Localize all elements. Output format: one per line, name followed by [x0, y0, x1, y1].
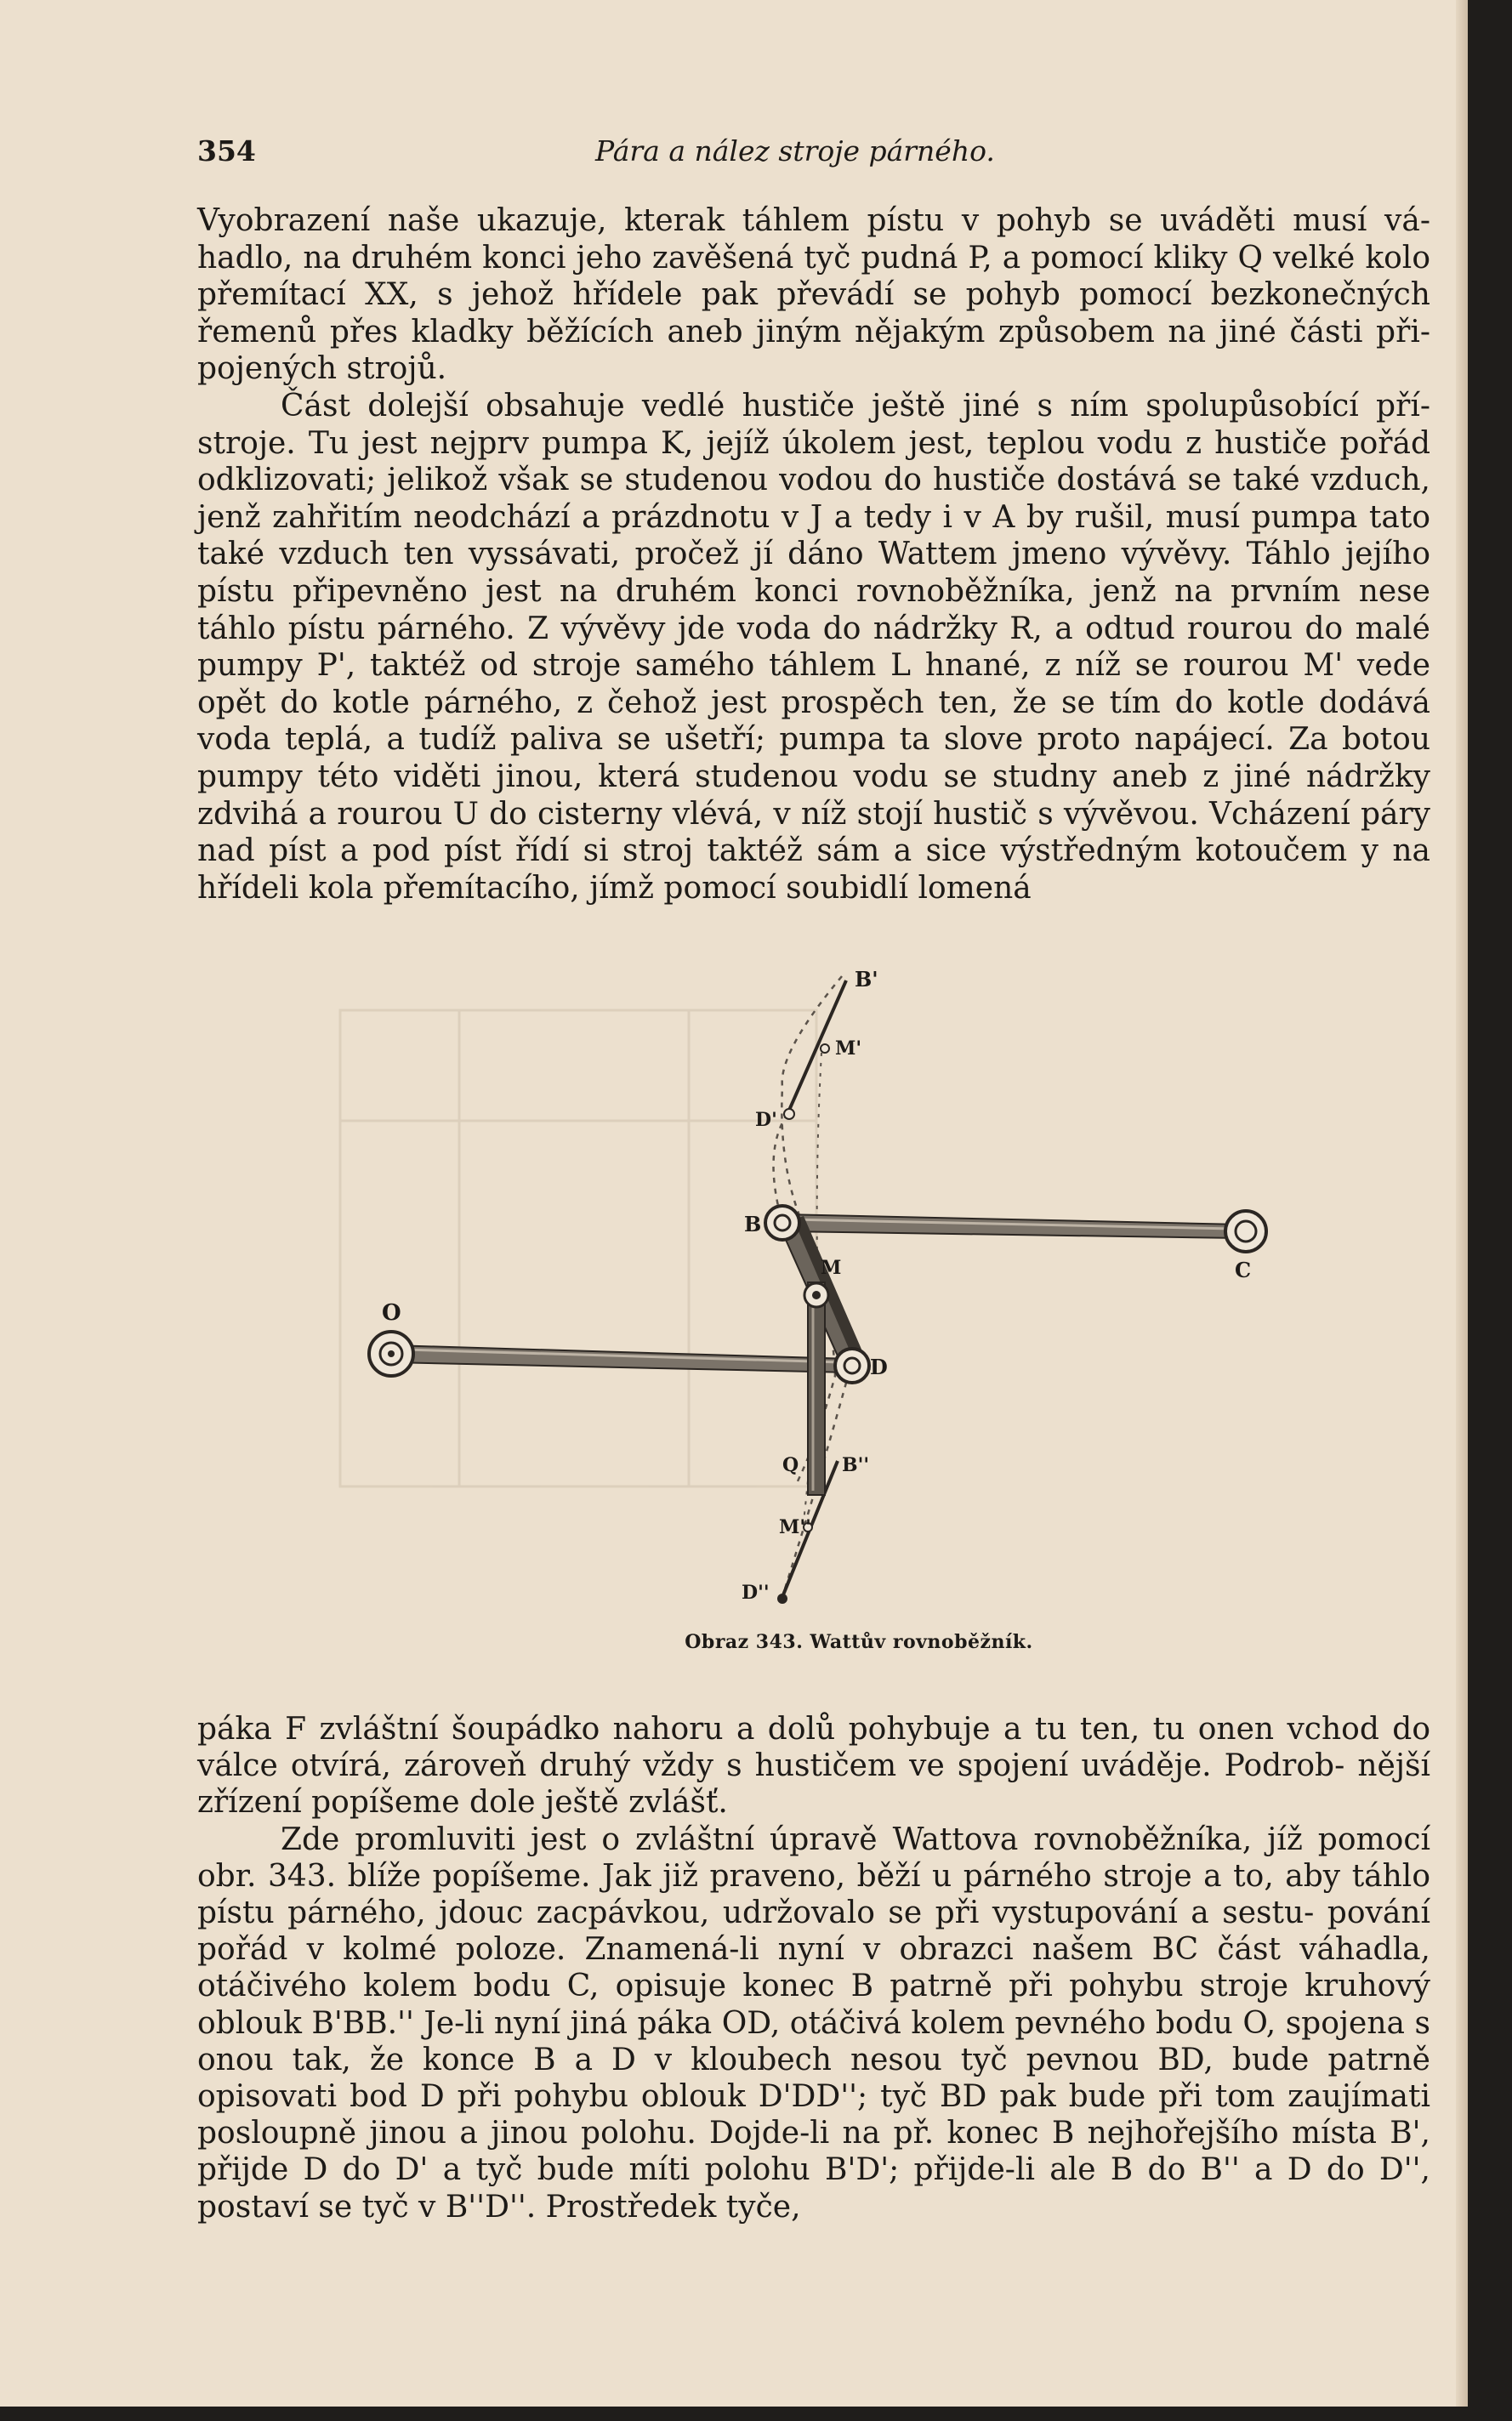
joint-b	[765, 1206, 799, 1240]
label-q: Q	[782, 1454, 799, 1476]
beam-bc	[782, 1211, 1266, 1252]
label-m-prime: M'	[835, 1037, 862, 1060]
paragraph: Část dolejší obsahuje vedlé hustiče ještě jiné s ním spolupůsobící pří- stroje. Tu jest nejprv pumpa K, jejíž úkolem jest, teplou vodu z hustiče pořád odklizovati; jelikož však se studenou vodou do hustiče dostává se také vzduch, jenž zahřitím neodchází a prázdnotu v J a tedy i v A by rušil, musí pumpa tato také vzduch ten vyssávati, pročež jí dáno Wattem jmeno vývěvy. Táhlo jejího pístu připevněno jest na druhém konci rovnoběžníka, jenž na prvním nese táhlo pístu párného. Z vývěvy jde voda do nádržky R, a odtud rourou do malé pumpy P', taktéž od stroje samého táhlem L hnané, z níž se rourou M' vede opět do kotle párného, z čehož jest prospěch ten, že se tím do kotle dodává voda teplá, a tudíž paliva se ušetří; pumpa ta slove proto napájecí. Za botou pumpy této viděti jinou, která studenou vodu se studny aneb z jiné nádržky zdvihá a rourou U do cisterny vlévá, v níž stojí hustič s vývěvou. Vcházení páry nad píst a pod píst řídí si stroj taktéž sám a sice výstředným kotoučem y na hřídeli kola přemítacího, jímž pomocí soubidlí lomená	[197, 388, 1430, 906]
linkage-diagram	[306, 951, 1412, 1631]
text-block-top	[197, 202, 1430, 906]
marker-m-prime	[821, 1044, 829, 1053]
label-b: B	[744, 1212, 762, 1236]
label-o: O	[382, 1300, 401, 1326]
label-d: D	[870, 1355, 888, 1379]
text-block-bottom	[197, 1711, 1430, 2225]
label-d-prime: D'	[755, 1109, 777, 1131]
page-header	[197, 134, 1430, 177]
running-title: Pára a nález stroje párného.	[595, 134, 995, 168]
paragraph: Vyobrazení naše ukazuje, kterak táhlem pístu v pohyb se uváděti musí vá- hadlo, na druhém konci jeho zavěšená tyč pudná P, a pomocí kliky Q velké kolo přemítací XX, s jehož hřídele pak převádí se pohyb pomocí bezkonečných řemenů přes kladky běžících aneb jiným nějakým způsobem na jiné části při- pojených strojů.	[197, 203, 1430, 387]
page-edge-shadow	[1456, 0, 1468, 2407]
marker-d-prime	[784, 1109, 794, 1119]
joint-d	[835, 1349, 869, 1383]
label-d-double: D''	[742, 1582, 770, 1604]
background-ghost-lines	[340, 1010, 816, 1486]
label-b-prime: B'	[855, 967, 878, 992]
piston-rod	[804, 1282, 828, 1495]
label-m-double: M''	[779, 1516, 811, 1538]
marker-d-double	[777, 1594, 787, 1604]
label-m: M	[821, 1257, 842, 1279]
figure-caption: Obraz 343. Wattův rovnoběžník.	[685, 1631, 1033, 1653]
paragraph: páka F zvláštní šoupádko nahoru a dolů pohybuje a tu ten, tu onen vchod do válce otvírá, zároveň druhý vždy s hustičem ve spojení uváděje. Podrob- nější zřízení popíšeme dole ještě zvlášť.	[197, 1712, 1430, 1821]
label-b-double: B''	[842, 1454, 870, 1476]
label-c: C	[1235, 1258, 1252, 1282]
page-number: 354	[197, 134, 256, 168]
figure-watt-parallel-motion	[306, 951, 1412, 1682]
paragraph: Zde promluviti jest o zvláštní úpravě Wattova rovnoběžníka, jíž pomocí obr. 343. blíže popíšeme. Jak již praveno, běží u párného stroje a to, aby táhlo pístu párného, jdouc zacpávkou, udržovalo se při vystupování a sestu- pování pořád v kolmé poloze. Znamená-li nyní v obrazci našem BC část váhadla, otáčivého kolem bodu C, opisuje konec B patrně při pohybu stroje kruhový oblouk B'BB.'' Je-li nyní jiná páka OD, otáčivá kolem pevného bodu O, spojena s onou tak, že konce B a D v kloubech nesou tyč pevnou BD, bude patrně opisovati bod D při pohybu oblouk D'DD''; tyč BD pak bude při tom zaujímati posloupně jinou a jinou polohu. Dojde-li na př. konec B nejhořejšího místa B', přijde D do D' a tyč bude míti polohu B'D'; přijde-li ale B do B'' a D do D'', postaví se tyč v B''D''. Prostředek tyče,	[197, 1821, 1430, 2225]
lever-od	[369, 1332, 850, 1376]
